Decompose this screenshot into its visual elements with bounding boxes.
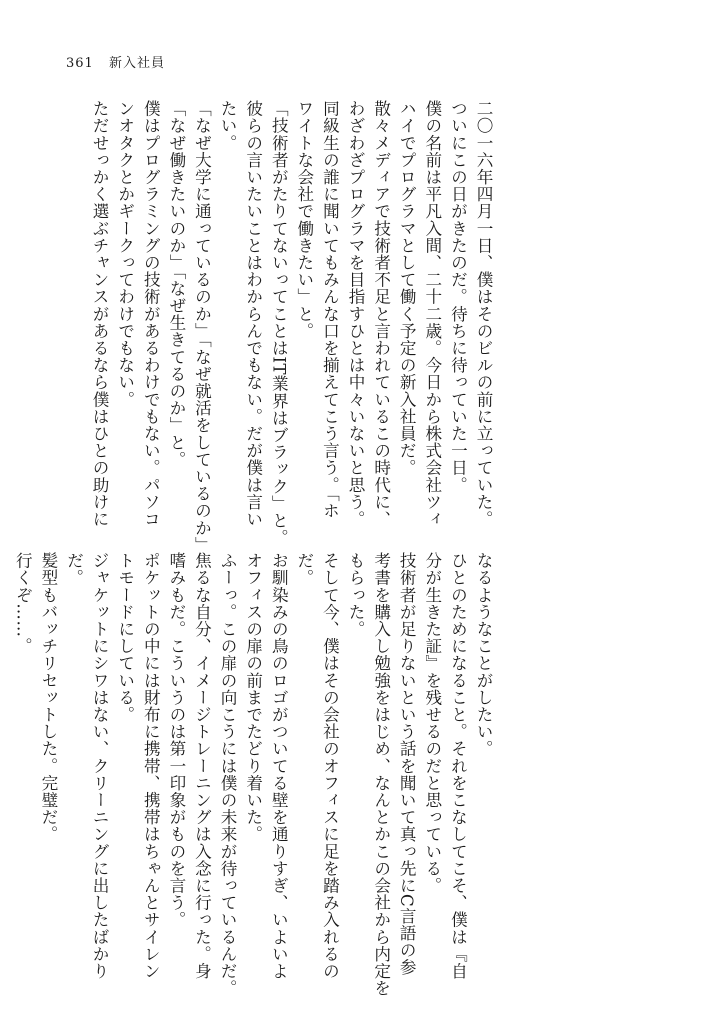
text-line: ジャケットにシワはない、クリーニングに出したばかり	[90, 552, 110, 980]
text-line: 嗜みもだ。こういうのは第一印象がものを言う。	[166, 552, 186, 929]
text-line: 焦るな自分、イメージトレーニングは入念に行った。身	[192, 552, 212, 980]
bottom-text-block	[10, 552, 496, 997]
top-text-block	[87, 100, 497, 554]
text-line: トモードにしている。	[115, 552, 135, 723]
text-line: ハイでプログラマとして働く予定の新入社員だ。	[397, 100, 417, 477]
text-line: 「なぜ大学に通っているのか」「なぜ就活をしているのか」	[192, 100, 212, 554]
text-line: ただせっかく選ぶチャンスがあるなら僕はひとの助けに	[90, 100, 110, 528]
text-line: だ。	[294, 552, 314, 587]
text-line: 僕の名前は平凡入間、二十二歳。今日から株式会社ツィ	[422, 100, 442, 528]
text-line: 分が生きた証』を残せるのだと思っている。	[422, 552, 442, 894]
chapter-title: 新入社員	[108, 56, 165, 71]
text-line: 技術者が足りないという話を聞いて真っ先にC言語の参	[397, 552, 417, 976]
text-line: 僕はプログラミングの技術があるわけでもない。パソコ	[141, 100, 161, 528]
text-line: ひとのためになること。それをこなしてこそ、僕は『自	[448, 552, 468, 980]
text-line: ポケットの中には財布に携帯、携帯はちゃんとサイレン	[141, 552, 161, 980]
text-line: 二〇一六年四月一日、僕はそのビルの前に立っていた。	[474, 100, 493, 528]
text-line: 「なぜ働きたいのか」「なぜ生きてるのか」と。	[166, 100, 186, 468]
page-number: 361	[66, 56, 94, 71]
text-line: そして今、僕はその会社のオフィスに足を踏み入れるの	[320, 552, 340, 980]
text-line: 「技術者がたりてないってことはIT業界はブラック」と。	[269, 100, 289, 547]
text-line: 髪型もバッチリセットした。完璧だ。	[38, 552, 58, 843]
text-line: 散々メディアで技術者不足と言われているこの時代に、	[371, 100, 391, 528]
text-line: オフィスの扉の前までたどり着いた。	[243, 552, 263, 843]
text-line: たい。	[218, 100, 238, 152]
text-line: もらった。	[346, 552, 366, 638]
text-line: ついにこの日がきたのだ。待ちに待っていた一日。	[448, 100, 468, 494]
text-line: なるようなことがしたい。	[474, 552, 493, 758]
text-line: お馴染みの鳥のロゴがついてる壁を通りすぎ、いよいよ	[269, 552, 289, 980]
text-line: ワイトな会社で働きたい」と。	[294, 100, 314, 340]
text-line: 同級生の誰に聞いてもみんな口を揃えてこう言う。「ホ	[320, 100, 340, 520]
text-line: ンオタクとかギークってわけでもない。	[115, 100, 135, 408]
text-line: わざわざプログラマを目指すひとは中々いないと思う。	[346, 100, 366, 528]
page-header	[66, 52, 165, 71]
text-line: 行くぞ……。	[13, 552, 33, 655]
text-line: だ。	[64, 552, 84, 587]
text-line: 考書を購入し勉強をはじめ、なんとかこの会社から内定を	[371, 552, 391, 997]
text-line: ふーっ。この扉の向こうには僕の未来が待っているんだ。	[218, 552, 238, 997]
text-line: 彼らの言いたいことはわからんでもない。だが僕は言い	[243, 100, 263, 528]
